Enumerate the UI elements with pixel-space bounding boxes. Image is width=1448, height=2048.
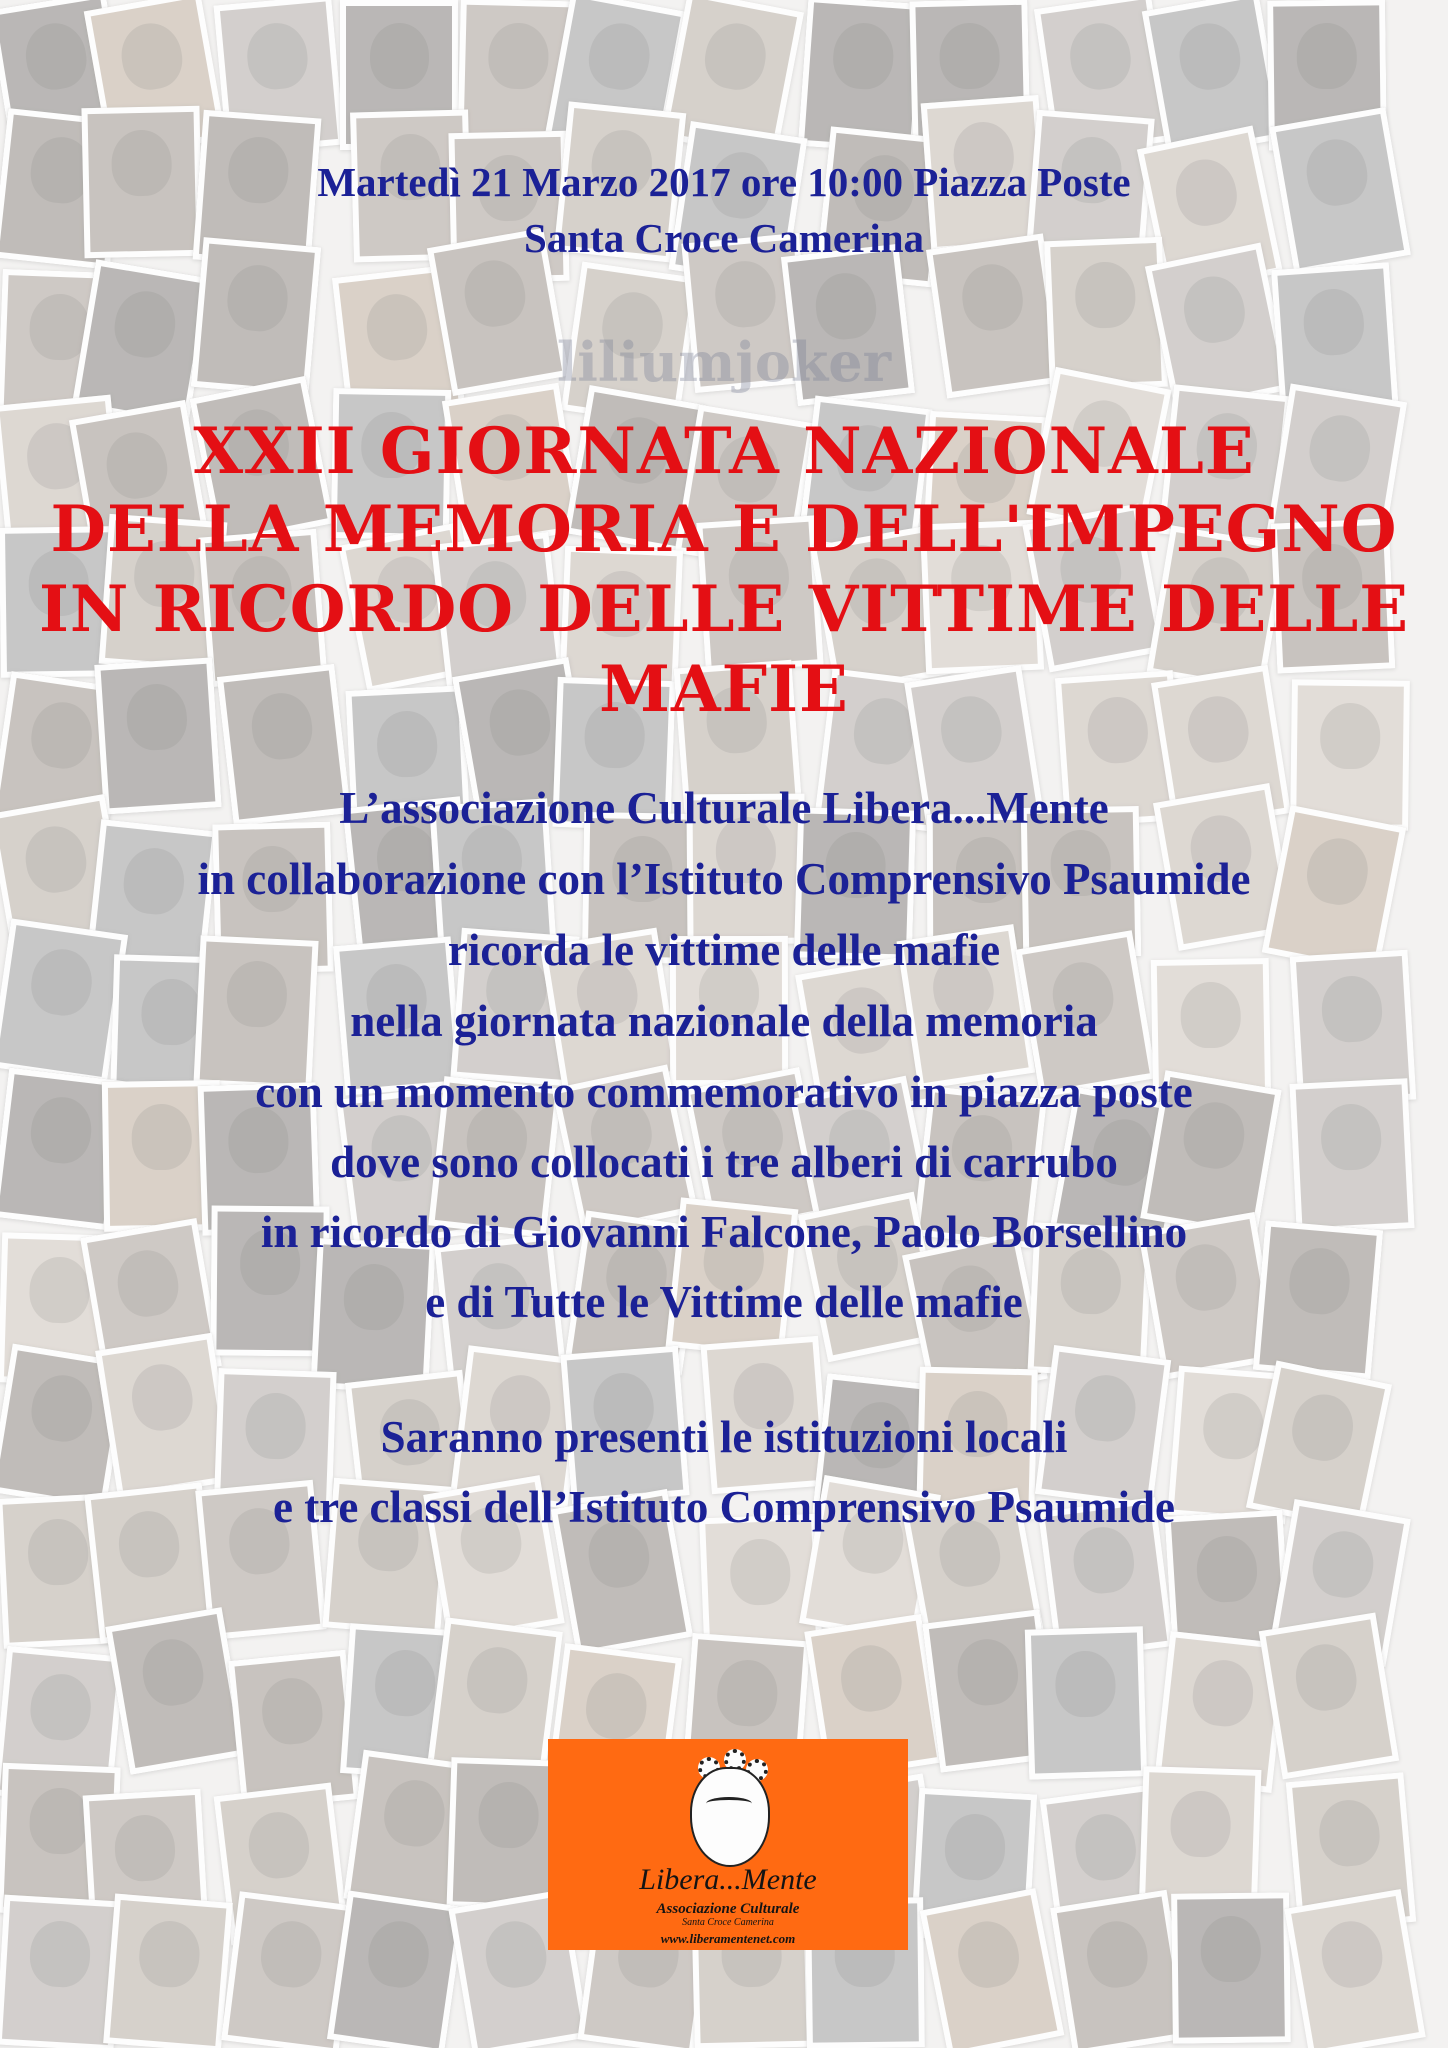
body-line: L’associazione Culturale Libera...Mente [339, 783, 1109, 833]
event-date-line: Martedì 21 Marzo 2017 ore 10:00 Piazza Poste [317, 159, 1131, 205]
body-line: con un momento commemorativo in piazza poste [255, 1067, 1193, 1117]
body-line: in collaborazione con l’Istituto Comprensivo Psaumide [197, 854, 1251, 904]
logo-name: Libera...Mente [639, 1863, 817, 1896]
logo-url: www.liberamentenet.com [660, 1931, 796, 1946]
body-line: dove sono collocati i tre alberi di carrubo [330, 1137, 1118, 1187]
closing-line: e tre classi dell’Istituto Comprensivo Psaumide [272, 1482, 1176, 1532]
body-line: ricorda le vittime delle mafie [447, 925, 1001, 975]
logo-subtitle: Associazione Culturale [656, 1901, 800, 1917]
head-silhouette-icon [690, 1767, 770, 1867]
title-line-1: XXII GIORNATA NAZIONALE [193, 414, 1255, 489]
watermark-text: liliumjoker [556, 330, 892, 394]
title-line-2: DELLA MEMORIA E DELL'IMPEGNO [50, 492, 1398, 567]
body-line: e di Tutte le Vittime delle mafie [425, 1277, 1023, 1327]
closing-line: Saranno presenti le istituzioni locali [380, 1412, 1068, 1462]
libera-mente-logo [548, 1739, 908, 1950]
logo-location: Santa Croce Camerina [682, 1917, 774, 1928]
title-line-3: IN RICORDO DELLE VITTIME DELLE MAFIE [38, 572, 1410, 727]
body-line: in ricordo di Giovanni Falcone, Paolo Borsellino [260, 1207, 1188, 1257]
event-place-line: Santa Croce Camerina [523, 215, 925, 261]
body-line: nella giornata nazionale della memoria [350, 996, 1098, 1046]
